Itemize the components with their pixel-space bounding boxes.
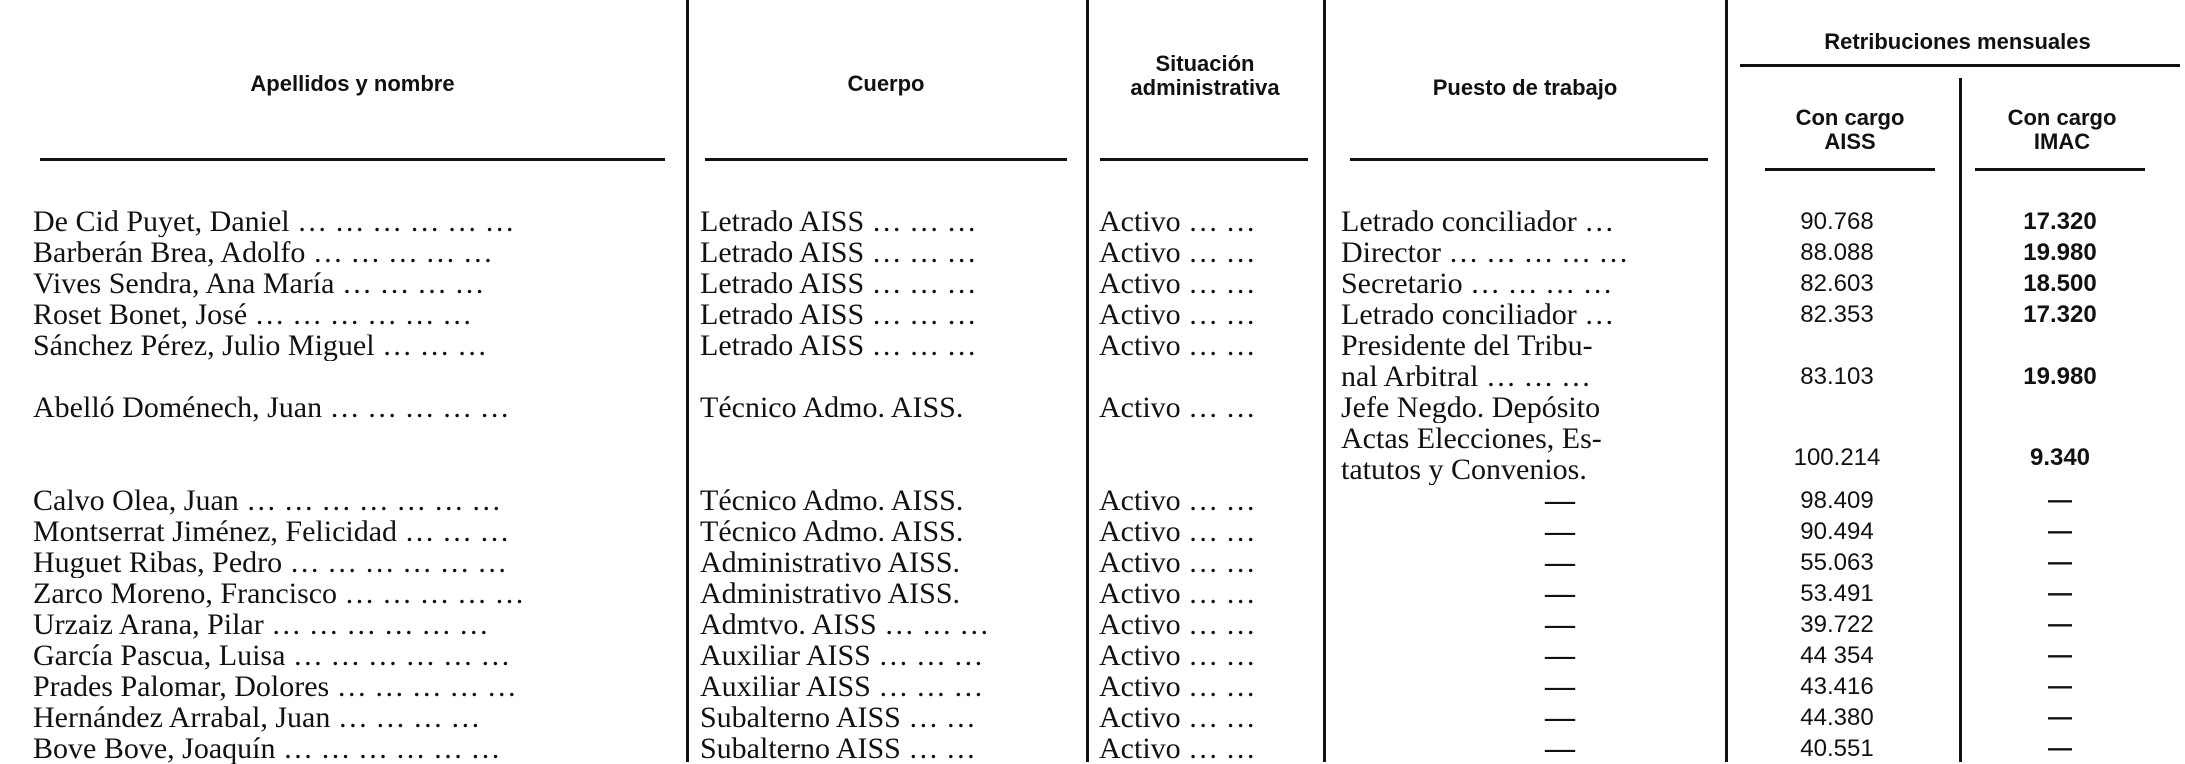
header-underline — [40, 158, 665, 161]
cell-nombre: Vives Sendra, Ana María … … … … — [33, 268, 485, 299]
cell-nombre: Barberán Brea, Adolfo … … … … … — [33, 237, 493, 268]
header-underline — [1975, 168, 2145, 171]
cell-cuerpo: Subalterno AISS … … — [700, 702, 976, 733]
cell-con-cargo-imac: 17.320 — [2023, 301, 2097, 328]
cell-puesto: — — [1545, 578, 1575, 609]
amount-row — [0, 702, 2185, 733]
cell-con-cargo-imac: 19.980 — [2023, 363, 2097, 390]
cell-puesto: Secretario … … … … — [1341, 268, 1613, 299]
cell-cuerpo: Auxiliar AISS … … … — [700, 671, 984, 702]
cell-cuerpo: Letrado AISS … … … — [700, 206, 977, 237]
amount-row — [0, 268, 2185, 299]
cell-con-cargo-aiss: 82.353 — [1800, 301, 1874, 328]
amount-row — [0, 442, 2185, 473]
cell-con-cargo-imac: — — [2048, 580, 2072, 607]
header-situacion — [1090, 52, 1320, 100]
cell-con-cargo-aiss: 83.103 — [1800, 363, 1874, 390]
amount-row — [0, 578, 2185, 609]
header-underline — [1765, 168, 1935, 171]
cell-puesto: — — [1545, 516, 1575, 547]
cell-nombre: Bove Bove, Joaquín … … … … … … — [33, 733, 501, 764]
cell-cuerpo: Auxiliar AISS … … … — [700, 640, 984, 671]
cell-nombre: Calvo Olea, Juan … … … … … … … — [33, 485, 502, 516]
cell-nombre: Montserrat Jiménez, Felicidad … … … — [33, 516, 510, 547]
cell-nombre: Prades Palomar, Dolores … … … … … — [33, 671, 517, 702]
cell-nombre: Huguet Ribas, Pedro … … … … … … — [33, 547, 508, 578]
cell-con-cargo-aiss: 98.409 — [1800, 487, 1874, 514]
header-imac-line1: Con cargo — [2007, 105, 2117, 130]
cell-con-cargo-imac: — — [2048, 642, 2072, 669]
cell-con-cargo-imac: — — [2048, 673, 2072, 700]
header-underline — [1350, 158, 1708, 161]
cell-cuerpo: Subalterno AISS … … — [700, 733, 976, 764]
header-cuerpo: Cuerpo — [847, 71, 925, 96]
header-situacion-line2: administrativa — [1130, 75, 1280, 100]
cell-cuerpo: Técnico Admo. AISS. — [700, 485, 964, 516]
header-imac-line2: IMAC — [2033, 129, 2091, 154]
cell-con-cargo-aiss: 44 354 — [1800, 642, 1874, 669]
cell-situacion: Activo … … — [1099, 299, 1256, 330]
cell-con-cargo-imac: — — [2048, 704, 2072, 731]
cell-con-cargo-imac: — — [2048, 518, 2072, 545]
cell-nombre: Urzaiz Arana, Pilar … … … … … … — [33, 609, 489, 640]
amount-row — [0, 609, 2185, 640]
cell-puesto: nal Arbitral … … … — [1341, 361, 1591, 392]
cell-puesto: Director … … … … … — [1341, 237, 1629, 268]
cell-con-cargo-aiss: 40.551 — [1800, 735, 1874, 762]
cell-nombre: De Cid Puyet, Daniel … … … … … … — [33, 206, 515, 237]
cell-nombre: Zarco Moreno, Francisco … … … … … — [33, 578, 525, 609]
cell-cuerpo: Letrado AISS … … … — [700, 299, 977, 330]
cell-con-cargo-imac: — — [2048, 735, 2072, 762]
header-underline — [1740, 64, 2180, 67]
header-aiss-line2: AISS — [1824, 129, 1876, 154]
cell-con-cargo-imac: 9.340 — [2029, 444, 2091, 471]
cell-cuerpo: Letrado AISS … … … — [700, 237, 977, 268]
cell-nombre: Hernández Arrabal, Juan … … … … — [33, 702, 481, 733]
cell-puesto: — — [1545, 702, 1575, 733]
cell-con-cargo-aiss: 90.494 — [1800, 518, 1874, 545]
cell-nombre: Abelló Doménech, Juan … … … … … — [33, 392, 510, 423]
header-con-cargo-imac — [1962, 106, 2162, 154]
amount-row — [0, 547, 2185, 578]
header-underline — [1100, 158, 1308, 161]
cell-situacion: Activo … … — [1099, 268, 1256, 299]
cell-con-cargo-aiss: 82.603 — [1800, 270, 1874, 297]
cell-con-cargo-imac: — — [2048, 487, 2072, 514]
cell-puesto: Jefe Negdo. Depósito — [1341, 392, 1601, 423]
cell-situacion: Activo … … — [1099, 609, 1256, 640]
cell-situacion: Activo … … — [1099, 671, 1256, 702]
cell-situacion: Activo … … — [1099, 485, 1256, 516]
cell-con-cargo-aiss: 44.380 — [1800, 704, 1874, 731]
cell-con-cargo-aiss: 43.416 — [1800, 673, 1874, 700]
cell-cuerpo: Técnico Admo. AISS. — [700, 516, 964, 547]
cell-puesto: tatutos y Convenios. — [1341, 454, 1587, 485]
cell-con-cargo-imac: 17.320 — [2023, 208, 2097, 235]
amount-row — [0, 485, 2185, 516]
cell-con-cargo-imac: 18.500 — [2023, 270, 2097, 297]
cell-puesto: Letrado conciliador … — [1341, 206, 1615, 237]
header-retribuciones: Retribuciones mensuales — [1824, 29, 2091, 54]
amount-row — [0, 299, 2185, 330]
cell-situacion: Activo … … — [1099, 330, 1256, 361]
cell-puesto: Actas Elecciones, Es- — [1341, 423, 1602, 454]
cell-cuerpo: Administrativo AISS. — [700, 578, 961, 609]
cell-puesto: — — [1545, 485, 1575, 516]
amount-row — [0, 206, 2185, 237]
cell-cuerpo: Técnico Admo. AISS. — [700, 392, 964, 423]
table-row — [0, 330, 2185, 361]
cell-con-cargo-aiss: 55.063 — [1800, 549, 1874, 576]
cell-puesto: — — [1545, 640, 1575, 671]
cell-con-cargo-aiss: 90.768 — [1800, 208, 1874, 235]
cell-puesto: — — [1545, 733, 1575, 764]
cell-puesto: — — [1545, 547, 1575, 578]
amount-row — [0, 237, 2185, 268]
cell-con-cargo-aiss: 39.722 — [1800, 611, 1874, 638]
amount-row — [0, 361, 2185, 392]
header-aiss-line1: Con cargo — [1795, 105, 1905, 130]
cell-situacion: Activo … … — [1099, 640, 1256, 671]
header-puesto: Puesto de trabajo — [1432, 75, 1618, 100]
cell-con-cargo-aiss: 53.491 — [1800, 580, 1874, 607]
cell-puesto: Presidente del Tribu- — [1341, 330, 1593, 361]
cell-situacion: Activo … … — [1099, 392, 1256, 423]
amount-row — [0, 671, 2185, 702]
cell-nombre: Roset Bonet, José … … … … … … — [33, 299, 473, 330]
amount-row — [0, 733, 2185, 764]
cell-situacion: Activo … … — [1099, 578, 1256, 609]
cell-cuerpo: Admtvo. AISS … … … — [700, 609, 990, 640]
header-underline — [705, 158, 1067, 161]
cell-puesto: — — [1545, 609, 1575, 640]
cell-nombre: García Pascua, Luisa … … … … … … — [33, 640, 511, 671]
cell-cuerpo: Letrado AISS … … … — [700, 330, 977, 361]
table-row — [0, 392, 2185, 423]
cell-situacion: Activo … … — [1099, 547, 1256, 578]
cell-con-cargo-imac: — — [2048, 611, 2072, 638]
cell-cuerpo: Letrado AISS … … … — [700, 268, 977, 299]
cell-situacion: Activo … … — [1099, 516, 1256, 547]
cell-con-cargo-aiss: 100.214 — [1793, 444, 1881, 471]
cell-cuerpo: Administrativo AISS. — [700, 547, 961, 578]
cell-situacion: Activo … … — [1099, 733, 1256, 764]
header-situacion-line1: Situación — [1155, 51, 1255, 76]
cell-nombre: Sánchez Pérez, Julio Miguel … … … — [33, 330, 488, 361]
header-con-cargo-aiss — [1752, 106, 1948, 154]
cell-puesto: Letrado conciliador … — [1341, 299, 1615, 330]
cell-situacion: Activo … … — [1099, 237, 1256, 268]
amount-row — [0, 640, 2185, 671]
cell-situacion: Activo … … — [1099, 206, 1256, 237]
cell-con-cargo-aiss: 88.088 — [1800, 239, 1874, 266]
cell-con-cargo-imac: 19.980 — [2023, 239, 2097, 266]
cell-situacion: Activo … … — [1099, 702, 1256, 733]
header-nombre: Apellidos y nombre — [250, 71, 455, 96]
cell-puesto: — — [1545, 671, 1575, 702]
amount-row — [0, 516, 2185, 547]
cell-con-cargo-imac: — — [2048, 549, 2072, 576]
